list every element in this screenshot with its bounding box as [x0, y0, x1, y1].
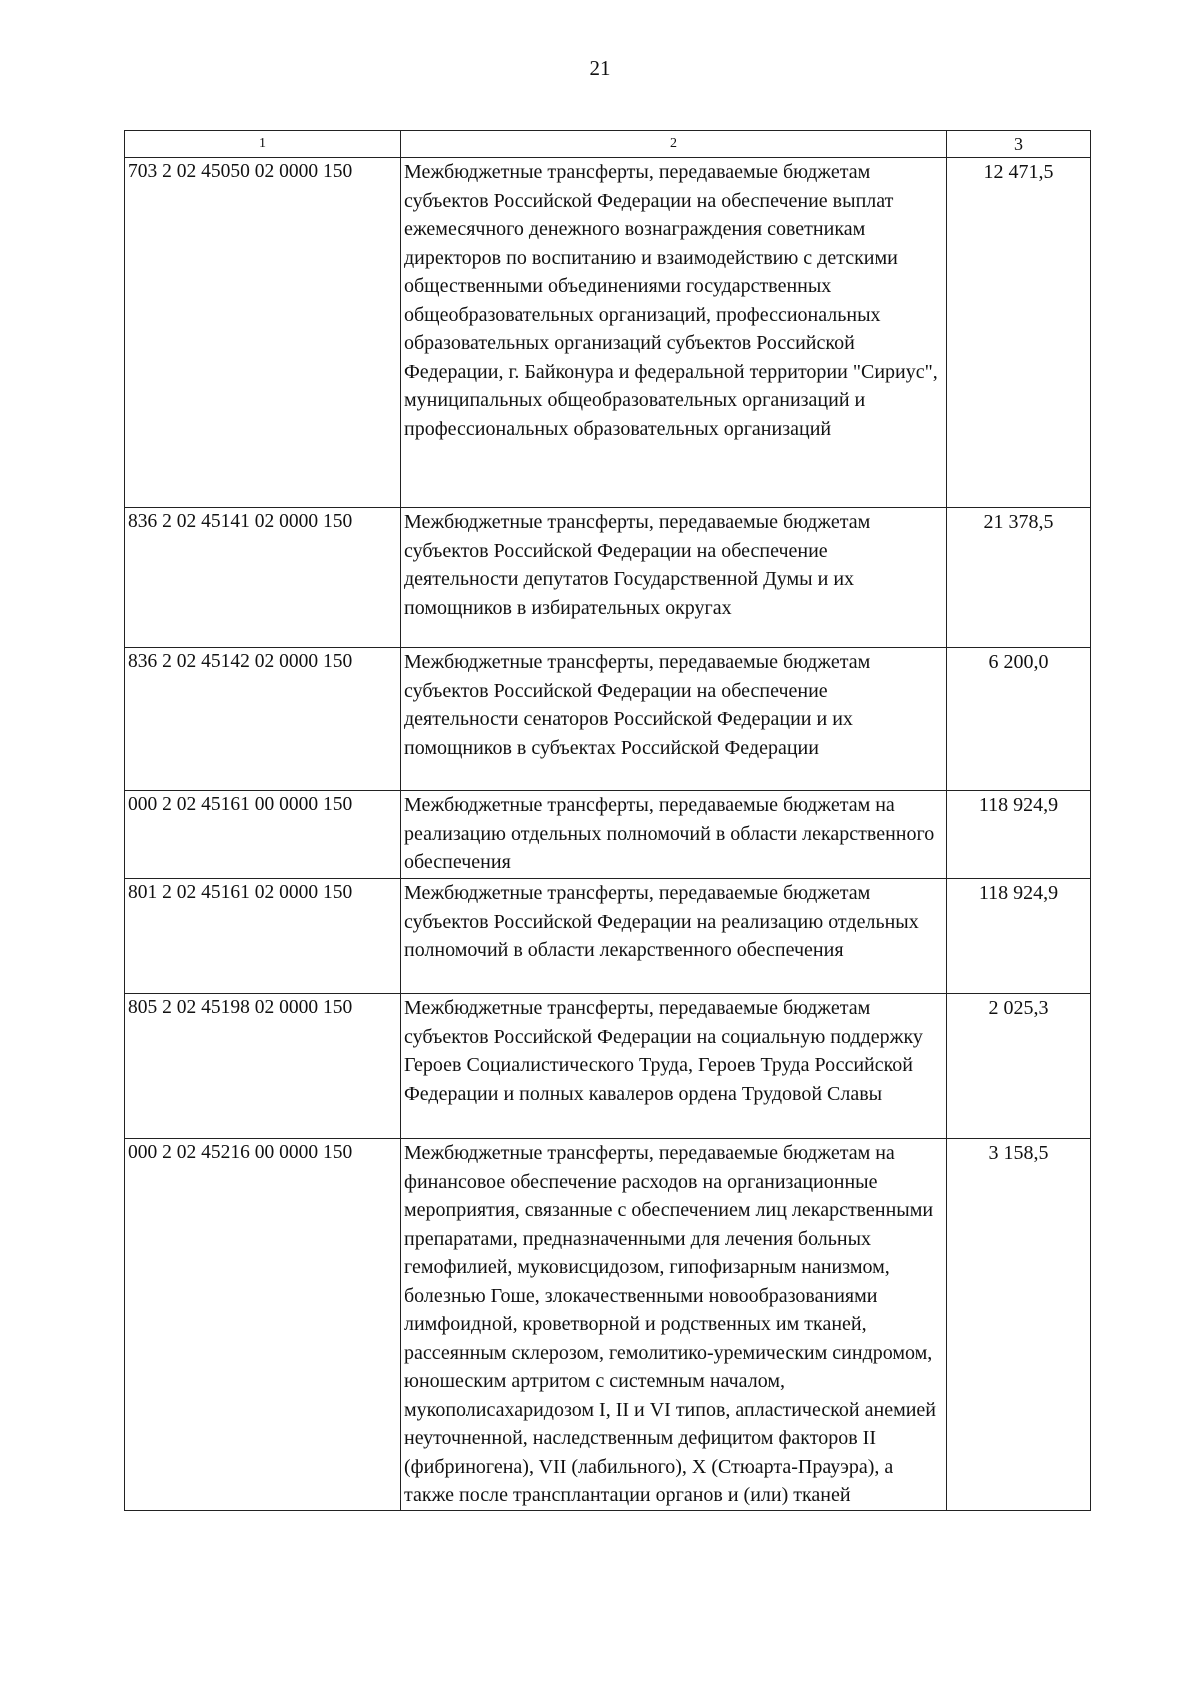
- budget-table: [124, 130, 1091, 1511]
- row-code: 000 2 02 45161 00 0000 150: [125, 791, 401, 879]
- table-row: [125, 1139, 1091, 1511]
- table-row: [125, 994, 1091, 1139]
- row-description: Межбюджетные трансферты, передаваемые бюджетам субъектов Российской Федерации на обеспечение выплат ежемесячного денежного вознаграждения советникам директоров по воспитанию и взаимодействию с детскими общественными объединениями государственных общеобразовательных организаций, профессиональных образовательных организаций субъектов Российской Федерации, г. Байконура и федеральной территории "Сириус", муниципальных общеобразовательных организаций и профессиональных образовательных организаций: [401, 158, 947, 508]
- row-code: 703 2 02 45050 02 0000 150: [125, 158, 401, 508]
- row-amount: 118 924,9: [947, 791, 1091, 879]
- row-description: Межбюджетные трансферты, передаваемые бюджетам субъектов Российской Федерации на обеспечение деятельности сенаторов Российской Федерации и их помощников в субъектах Российской Федерации: [401, 648, 947, 791]
- row-description: Межбюджетные трансферты, передаваемые бюджетам субъектов Российской Федерации на реализацию отдельных полномочий в области лекарственного обеспечения: [401, 879, 947, 994]
- row-amount: 6 200,0: [947, 648, 1091, 791]
- page-number: 21: [589, 56, 611, 80]
- row-amount: 21 378,5: [947, 508, 1091, 648]
- row-amount: 12 471,5: [947, 158, 1091, 508]
- table-header-row: [125, 131, 1091, 158]
- row-code: 836 2 02 45141 02 0000 150: [125, 508, 401, 648]
- table-row: [125, 158, 1091, 508]
- table-row: [125, 648, 1091, 791]
- row-description: Межбюджетные трансферты, передаваемые бюджетам субъектов Российской Федерации на социальную поддержку Героев Социалистического Труда, Героев Труда Российской Федерации и полных кавалеров ордена Трудовой Славы: [401, 994, 947, 1139]
- row-code: 805 2 02 45198 02 0000 150: [125, 994, 401, 1139]
- row-amount: 118 924,9: [947, 879, 1091, 994]
- table-row: [125, 879, 1091, 994]
- row-amount: 3 158,5: [947, 1139, 1091, 1511]
- table-row: [125, 508, 1091, 648]
- table-row: [125, 791, 1091, 879]
- row-code: 836 2 02 45142 02 0000 150: [125, 648, 401, 791]
- row-amount: 2 025,3: [947, 994, 1091, 1139]
- header-col-3: 3: [947, 131, 1091, 158]
- row-description: Межбюджетные трансферты, передаваемые бюджетам на реализацию отдельных полномочий в области лекарственного обеспечения: [401, 791, 947, 879]
- row-code: 801 2 02 45161 02 0000 150: [125, 879, 401, 994]
- row-description: Межбюджетные трансферты, передаваемые бюджетам на финансовое обеспечение расходов на организационные мероприятия, связанные с обеспечением лиц лекарственными препаратами, предназначенными для лечения больных гемофилией, муковисцидозом, гипофизарным нанизмом, болезнью Гоше, злокачественными новообразованиями лимфоидной, кроветворной и родственных им тканей, рассеянным склерозом, гемолитико-уремическим синдромом, юношеским артритом с системным началом, мукополисахаридозом I, II и VI типов, апластической анемией неуточненной, наследственным дефицитом факторов II (фибриногена), VII (лабильного), X (Стюарта-Прауэра), а также после трансплантации органов и (или) тканей: [401, 1139, 947, 1511]
- row-code: 000 2 02 45216 00 0000 150: [125, 1139, 401, 1511]
- header-col-2: 2: [401, 131, 947, 158]
- row-description: Межбюджетные трансферты, передаваемые бюджетам субъектов Российской Федерации на обеспечение деятельности депутатов Государственной Думы и их помощников в избирательных округах: [401, 508, 947, 648]
- header-col-1: 1: [125, 131, 401, 158]
